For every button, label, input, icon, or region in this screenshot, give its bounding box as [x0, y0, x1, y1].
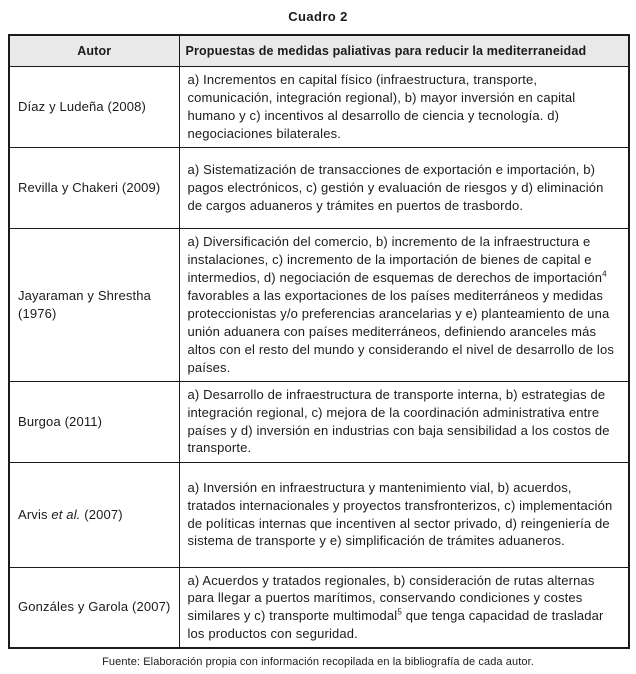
- author-cell: Revilla y Chakeri (2009): [9, 148, 179, 229]
- column-header-propuestas: Propuestas de medidas paliativas para reducir la mediterraneidad: [179, 35, 629, 67]
- table-header: [9, 35, 629, 67]
- source-note: Fuente: Elaboración propia con información recopilada en la bibliografía de cada autor.: [102, 656, 534, 669]
- author-cell: Díaz y Ludeña (2008): [9, 67, 179, 148]
- header-row: [9, 35, 629, 67]
- table-row: [9, 229, 629, 382]
- proposal-cell: a) Diversificación del comercio, b) incremento de la infraestructura e instalaciones, c) incremento de la importación de bienes de capital e intermedios, d) negociación de esquemas de derechos de importación$^4$ favorables a las exportaciones de los países mediterráneos y medidas proteccionistas y/o preferencias arancelarias y e) planteamiento de una unión aduanera con países mediterráneos, definiendo aranceles más altos con el resto del mundo y considerando el nivel de desarrollo de los países.: [179, 229, 629, 382]
- table-row: [9, 67, 629, 148]
- author-cell: Gonzáles y Garola (2007): [9, 567, 179, 648]
- table-title: Cuadro 2: [288, 9, 348, 24]
- author-cell: Burgoa (2011): [9, 381, 179, 462]
- proposal-cell: a) Inversión en infraestructura y mantenimiento vial, b) acuerdos, tratados internacionales y proyectos transfronterizos, c) implementación de políticas internas que incentiven al sector privado, d) reingeniería de sistema de transporte y e) simplificación de trámites aduaneros.: [179, 462, 629, 567]
- table-row: [9, 462, 629, 567]
- proposal-cell: a) Desarrollo de infraestructura de transporte interna, b) estrategias de integración regional, c) mejora de la coordinación administrativa entre países y d) inversión en industrias con baja sensibilidad a los costos de transporte.: [179, 381, 629, 462]
- table-row: [9, 567, 629, 648]
- table-row: [9, 148, 629, 229]
- author-cell: Jayaraman y Shrestha (1976): [9, 229, 179, 382]
- authors-proposals-table: [8, 34, 630, 649]
- author-cell: Arvis et al. (2007): [9, 462, 179, 567]
- column-header-autor: Autor: [9, 35, 179, 67]
- table-body: [9, 67, 629, 649]
- proposal-cell: a) Incrementos en capital físico (infraestructura, transporte, comunicación, integración regional), b) mayor inversión en capital humano y c) incentivos al desarrollo de ciencia y tecnología. d) negociaciones bilaterales.: [179, 67, 629, 148]
- proposal-cell: a) Acuerdos y tratados regionales, b) consideración de rutas alternas para llegar a puertos marítimos, conservando condiciones y costes similares y c) transporte multimodal$^5$ que tenga capacidad de trasladar los productos con seguridad.: [179, 567, 629, 648]
- proposal-cell: a) Sistematización de transacciones de exportación e importación, b) pagos electrónicos, c) gestión y evaluación de riesgos y d) eliminación de cargos aduaneros y trámites en puertos de trasbordo.: [179, 148, 629, 229]
- table-row: [9, 381, 629, 462]
